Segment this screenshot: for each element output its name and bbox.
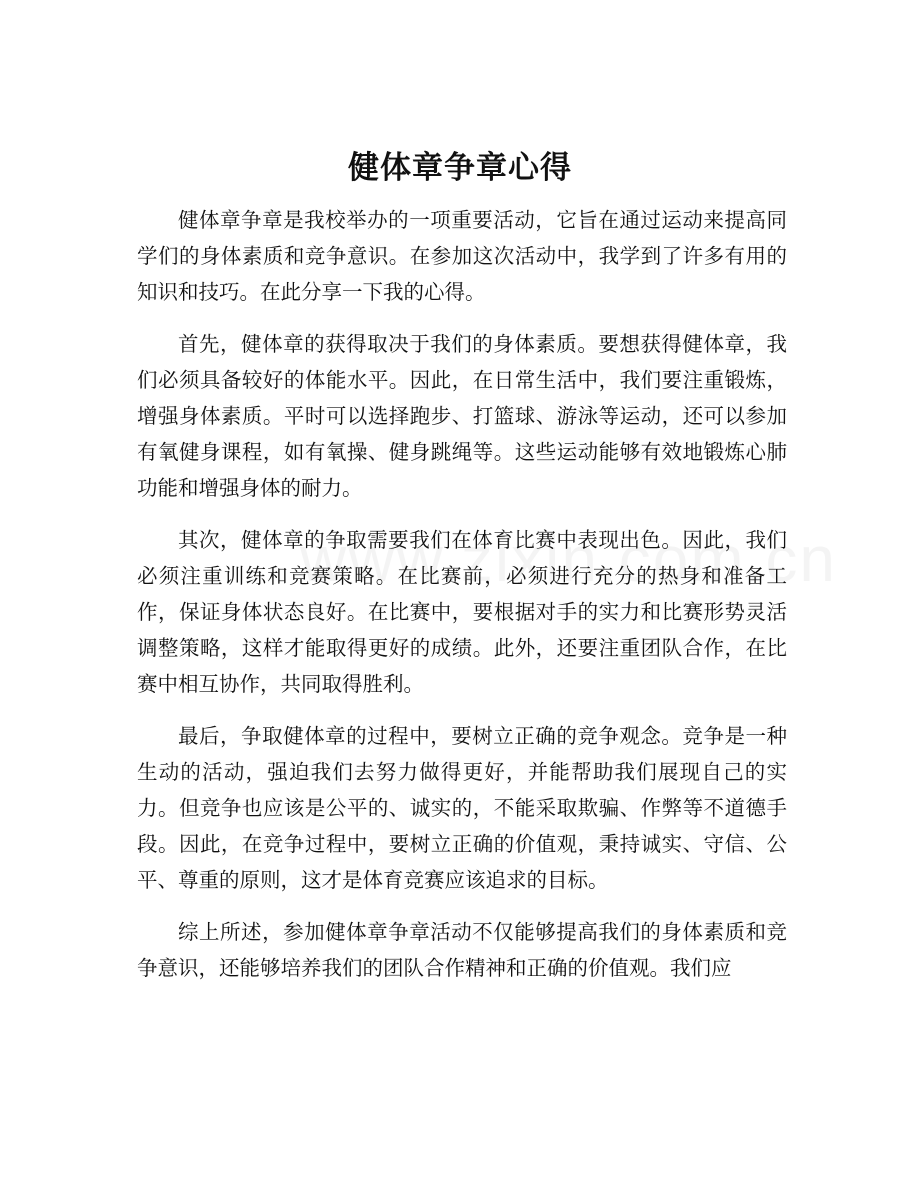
document-body xyxy=(137,202,787,1002)
paragraph-4: 最后，争取健体章的过程中，要树立正确的竞争观念。竞争是一种生动的活动，强迫我们去努力做得更好，并能帮助我们展现自己的实力。但竞争也应该是公平的、诚实的，不能采取欺骗、作弊等不道德手段。因此，在竞争过程中，要树立正确的价值观，秉持诚实、守信、公平、尊重的原则，这才是体育竞赛应该追求的目标。 xyxy=(137,724,787,892)
paragraph-3: 其次，健体章的争取需要我们在体育比赛中表现出色。因此，我们必须注重训练和竞赛策略。在比赛前，必须进行充分的热身和准备工作，保证身体状态良好。在比赛中，要根据对手的实力和比赛形势灵活调整策略，这样才能取得更好的成绩。此外，还要注重团队合作，在比赛中相互协作，共同取得胜利。 xyxy=(137,528,787,696)
paragraph-2: 首先，健体章的获得取决于我们的身体素质。要想获得健体章，我们必须具备较好的体能水平。因此，在日常生活中，我们要注重锻炼，增强身体素质。平时可以选择跑步、打篮球、游泳等运动，还可以参加有氧健身课程，如有氧操、健身跳绳等。这些运动能够有效地锻炼心肺功能和增强身体的耐力。 xyxy=(137,332,787,500)
page-title: 健体章争章心得 xyxy=(348,150,572,186)
paragraph-1: 健体章争章是我校举办的一项重要活动，它旨在通过运动来提高同学们的身体素质和竞争意识。在参加这次活动中，我学到了许多有用的知识和技巧。在此分享一下我的心得。 xyxy=(137,208,787,304)
paragraph-5: 综上所述，参加健体章争章活动不仅能够提高我们的身体素质和竞争意识，还能够培养我们的团队合作精神和正确的价值观。我们应 xyxy=(137,920,787,980)
